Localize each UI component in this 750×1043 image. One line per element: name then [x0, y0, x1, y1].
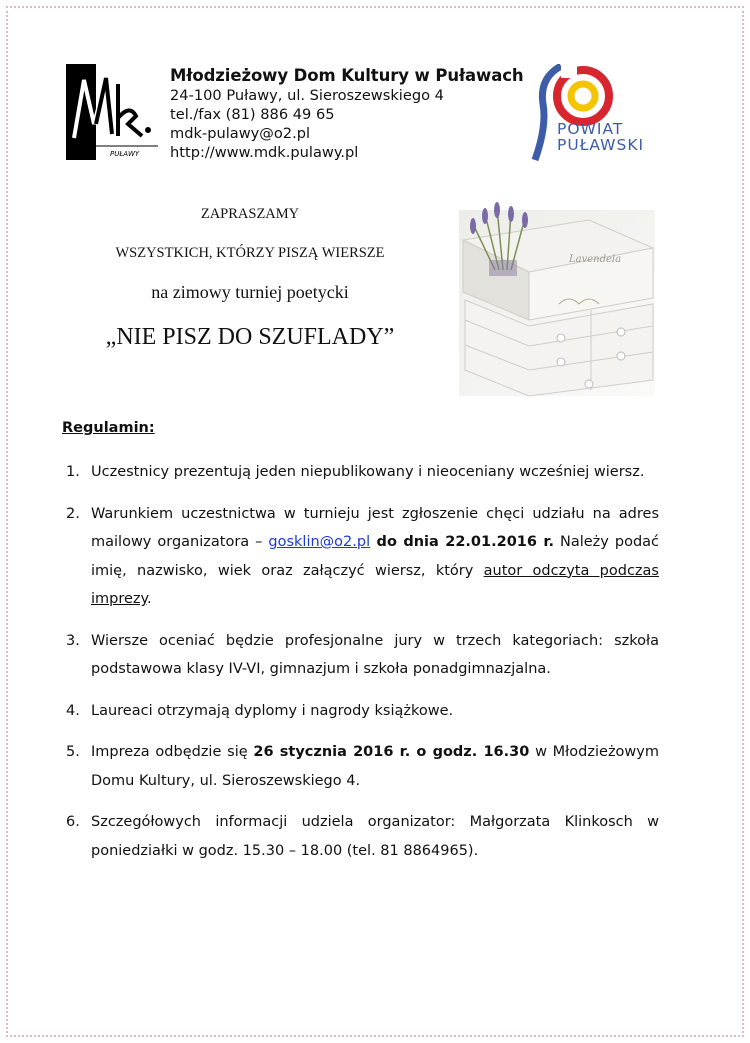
mdk-logo — [66, 64, 158, 160]
contest-title: „NIE PISZ DO SZUFLADY” — [105, 324, 395, 350]
powiat-text — [557, 121, 644, 153]
rules-list — [62, 458, 659, 878]
rule-item — [62, 500, 659, 614]
rule-item — [62, 738, 659, 795]
photo-label: Lavendela — [569, 254, 622, 265]
deadline-text: do dnia 22.01.2016 r. — [370, 534, 554, 550]
rule-text-part: w Młodzieżowym Domu Kultury, ul. Sieroszewskiego 4. — [91, 744, 659, 789]
powiat-line2: PUŁAWSKI — [557, 136, 645, 154]
rule-text-part: Impreza odbędzie się — [91, 744, 254, 760]
org-name: Młodzieżowy Dom Kultury w Puławach — [170, 66, 524, 85]
org-email: mdk-pulawy@o2.pl — [170, 125, 311, 142]
rule-item — [62, 808, 659, 865]
rule-text: Laureaci otrzymają dyplomy i nagrody książkowe. — [91, 702, 454, 719]
rule-text: Wiersze oceniać będzie profesjonalne jury w trzech kategoriach: szkoła podstawowa klasy IV-VI, gimnazjum i szkoła ponadgimnazjalna. — [91, 632, 659, 677]
rule-number: 1. — [66, 464, 80, 480]
org-address: 24-100 Puławy, ul. Sieroszewskiego 4 — [170, 87, 444, 104]
org-info — [170, 66, 524, 162]
event-date-text: 26 stycznia 2016 r. o godz. 16.30 — [253, 744, 530, 760]
organizer-email-link[interactable]: gosklin@o2.pl — [268, 534, 371, 550]
rule-number: 2. — [66, 505, 80, 522]
rule-number: 6. — [66, 814, 80, 830]
lavender-chest-photo — [449, 200, 661, 400]
rule-number: 3. — [66, 632, 80, 649]
underlined-text: autor odczyta podczas imprezy — [91, 562, 659, 607]
rule-text-part: Należy podać imię, nazwisko, wiek oraz załączyć wiersz, który — [91, 534, 660, 579]
regulamin-heading: Regulamin: — [62, 420, 155, 436]
svg-text:PUŁAWY: PUŁAWY — [110, 150, 140, 158]
rule-item — [62, 697, 659, 726]
org-phone: tel./fax (81) 886 49 65 — [170, 106, 335, 123]
rule-text-part: . — [147, 591, 152, 607]
rule-item — [62, 458, 659, 487]
invite-line-2: WSZYSTKICH, KTÓRZY PISZĄ WIERSZE — [115, 245, 385, 261]
rule-text: Szczegółowych informacji udziela organizator: Małgorzata Klinkosch w poniedziałki w godz. 15.30 – 18.00 (tel. 81 8864965). — [91, 814, 659, 859]
rule-item — [62, 627, 659, 684]
rule-text: Uczestnicy prezentują jeden niepublikowany i nieoceniany wcześniej wiersz. — [91, 464, 645, 480]
rule-number: 5. — [66, 744, 80, 760]
rule-text-part: Warunkiem uczestnictwa w turnieju jest zgłoszenie chęci udziału na adres mailowy organizatora – — [91, 505, 659, 550]
org-url: http://www.mdk.pulawy.pl — [170, 144, 359, 161]
powiat-line1: POWIAT — [557, 120, 624, 138]
rule-number: 4. — [66, 702, 80, 719]
invite-line-1: ZAPRASZAMY — [200, 206, 300, 222]
invite-line-3: na zimowy turniej poetycki — [151, 282, 349, 302]
